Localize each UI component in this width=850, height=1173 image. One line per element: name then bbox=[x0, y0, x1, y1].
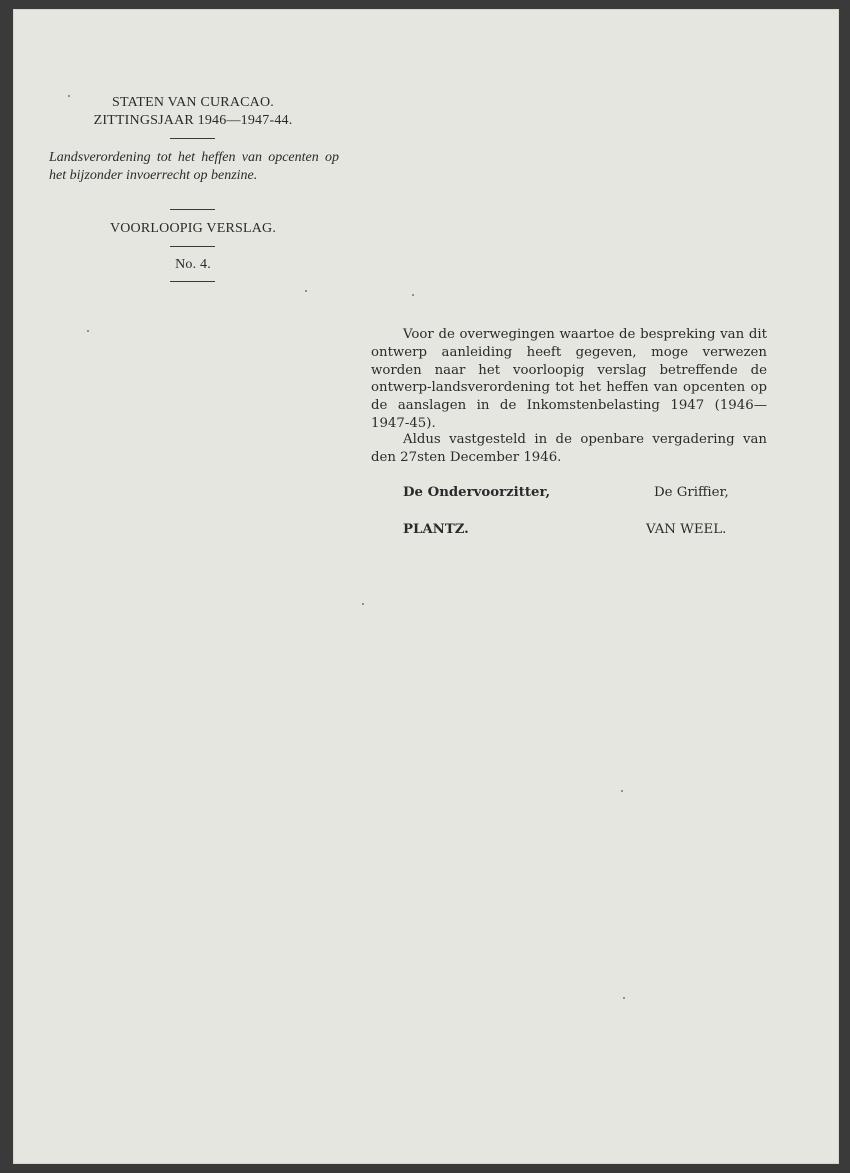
paper-speck bbox=[621, 790, 623, 792]
divider-rule bbox=[170, 246, 215, 247]
clerk-title: De Griffier, bbox=[654, 485, 729, 500]
body-paragraph-2-text: Aldus vastgesteld in de openbare vergadering van den 27sten December 1946. bbox=[371, 432, 767, 465]
body-paragraph-1 bbox=[371, 326, 767, 433]
report-number: No. 4. bbox=[175, 257, 211, 272]
vice-chairman-name: PLANTZ. bbox=[403, 522, 469, 537]
assembly-name: STATEN VAN CURACAO. bbox=[111, 95, 275, 110]
report-title: VOORLOOPIG VERSLAG. bbox=[109, 221, 277, 236]
paper-speck bbox=[68, 95, 70, 97]
divider-rule bbox=[170, 281, 215, 282]
vice-chairman-title: De Ondervoorzitter, bbox=[403, 485, 551, 500]
paper-speck bbox=[87, 330, 89, 332]
document-page bbox=[13, 9, 839, 1164]
paper-speck bbox=[305, 290, 307, 292]
session-year: ZITTINGSJAAR 1946—1947-44. bbox=[93, 113, 293, 128]
body-paragraph-2 bbox=[371, 431, 767, 467]
paper-speck bbox=[623, 997, 625, 999]
paper-speck bbox=[412, 294, 414, 296]
divider-rule bbox=[170, 209, 215, 210]
body-paragraph-1-text: Voor de overwegingen waartoe de bespreking van dit ontwerp aanleiding heeft gegeven, moge verwezen worden naar het voorloopig verslag betreffende de ontwerp-landsverordening tot het heffen van opcenten op de aanslagen in de Inkomstenbelasting 1947 (1946—1947-45). bbox=[371, 327, 767, 431]
divider-rule bbox=[170, 138, 215, 139]
clerk-name: VAN WEEL. bbox=[646, 522, 727, 537]
ordinance-subject: Landsverordening tot het heffen van opcenten op het bijzonder invoerrecht op benzine. bbox=[49, 150, 339, 183]
paper-speck bbox=[362, 603, 364, 605]
